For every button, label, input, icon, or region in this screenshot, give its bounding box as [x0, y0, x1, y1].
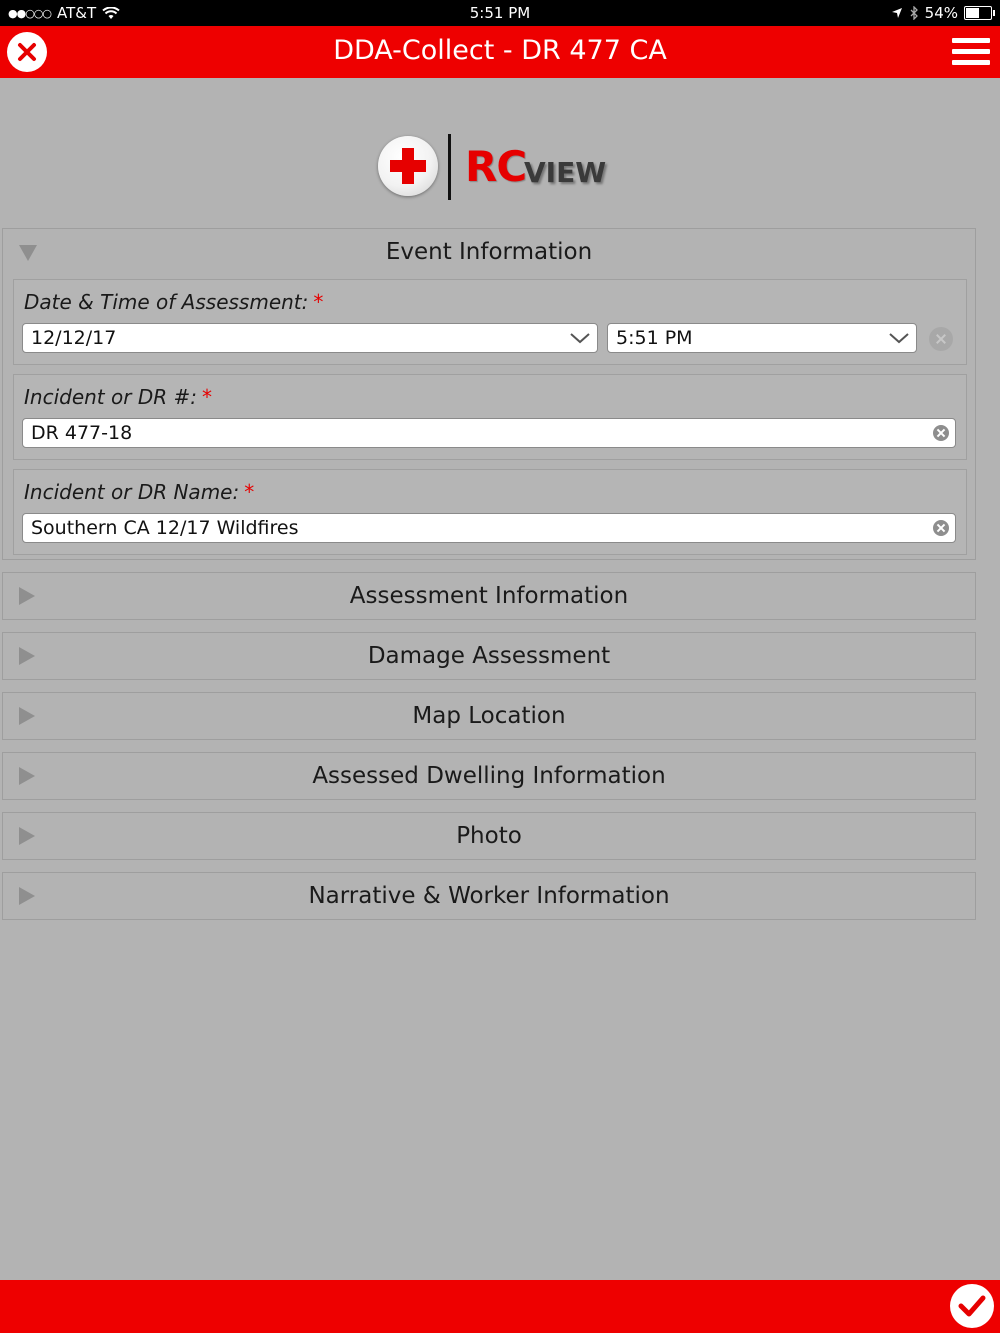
section-label: Map Location	[412, 703, 566, 729]
chevron-down-icon	[888, 330, 910, 346]
date-time-label: Date & Time of Assessment:	[24, 290, 309, 314]
chevron-down-icon	[569, 330, 591, 346]
incident-name-group	[13, 469, 967, 555]
red-cross-icon	[378, 136, 438, 196]
clear-datetime-icon[interactable]	[929, 327, 953, 351]
incident-number-value: DR 477-18	[31, 422, 133, 444]
rcview-logo	[378, 134, 618, 204]
time-value: 5:51 PM	[616, 327, 693, 349]
section-label: Photo	[456, 823, 522, 849]
date-value: 12/12/17	[31, 327, 117, 349]
incident-number-group	[13, 374, 967, 460]
incident-name-input[interactable]	[22, 513, 956, 543]
photo-section[interactable]	[2, 812, 976, 860]
title-bar	[0, 26, 1000, 78]
date-time-group	[13, 279, 967, 365]
assessment-information-section[interactable]	[2, 572, 976, 620]
time-select[interactable]	[607, 323, 917, 353]
incident-number-input[interactable]	[22, 418, 956, 448]
required-marker: *	[244, 480, 255, 504]
battery-fill	[966, 8, 979, 18]
damage-assessment-section[interactable]	[2, 632, 976, 680]
event-information-header[interactable]	[3, 229, 975, 275]
date-select[interactable]	[22, 323, 598, 353]
event-information-section	[2, 228, 976, 560]
hamburger-menu-icon[interactable]	[952, 38, 990, 68]
bluetooth-icon	[909, 6, 919, 20]
bottom-bar	[0, 1280, 1000, 1333]
clear-input-icon[interactable]	[933, 520, 949, 536]
submit-button[interactable]	[950, 1284, 994, 1328]
page-title: DDA-Collect - DR 477 CA	[333, 35, 667, 66]
required-marker: *	[313, 290, 324, 314]
logo-text-view: VIEW	[524, 156, 607, 189]
required-marker: *	[201, 385, 212, 409]
narrative-worker-information-section[interactable]	[2, 872, 976, 920]
clear-input-icon[interactable]	[933, 425, 949, 441]
battery-icon	[964, 6, 992, 20]
section-label: Damage Assessment	[367, 643, 611, 669]
section-label: Assessed Dwelling Information	[312, 763, 666, 789]
signal-strength-icon: ●●○○○	[8, 6, 51, 20]
section-label: Assessment Information	[349, 583, 629, 609]
section-label: Narrative & Worker Information	[308, 883, 670, 909]
status-time: 5:51 PM	[469, 4, 531, 22]
location-arrow-icon	[891, 7, 903, 19]
incident-number-label: Incident or DR #:	[24, 385, 197, 409]
incident-name-value: Southern CA 12/17 Wildfires	[31, 517, 299, 539]
assessed-dwelling-information-section[interactable]	[2, 752, 976, 800]
checkmark-icon	[958, 1294, 986, 1318]
incident-name-label: Incident or DR Name:	[24, 480, 240, 504]
logo-divider	[448, 134, 451, 200]
logo-text-rc: RC	[465, 142, 527, 191]
battery-percent: 54%	[924, 4, 958, 22]
status-bar	[0, 0, 1000, 26]
event-information-title: Event Information	[385, 239, 593, 265]
map-location-section[interactable]	[2, 692, 976, 740]
carrier-name: AT&T	[57, 4, 97, 22]
